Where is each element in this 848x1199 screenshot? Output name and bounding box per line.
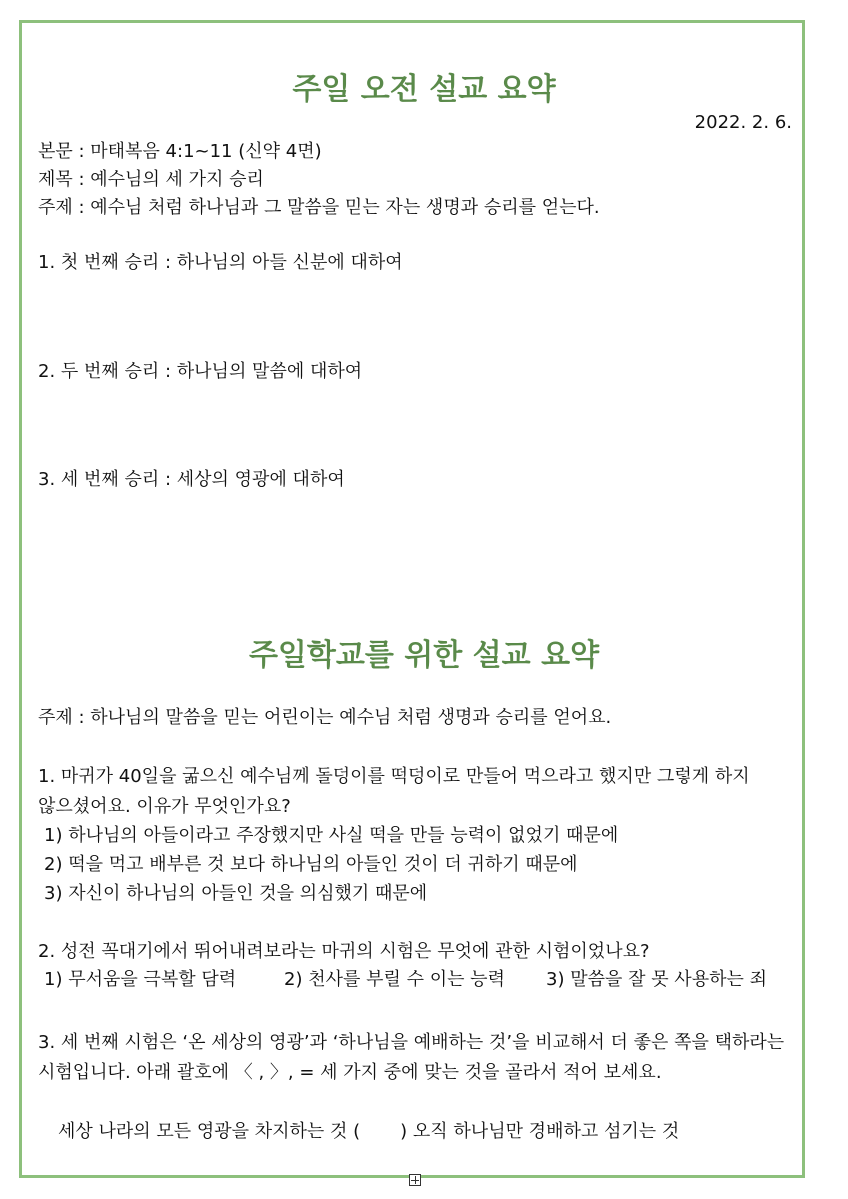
q2-option-1: 1) 무서움을 극복할 담력 xyxy=(44,969,237,990)
q2-option-2: 2) 천사를 부릴 수 이는 능력 xyxy=(284,969,505,990)
subject-line: 제목 : 예수님의 세 가지 승리 xyxy=(38,169,264,190)
sermon-title: 주일 오전 설교 요약 xyxy=(292,72,556,107)
point-2: 2. 두 번째 승리 : 하나님의 말씀에 대하여 xyxy=(38,361,363,382)
q2-option-3: 3) 말씀을 잘 못 사용하는 죄 xyxy=(546,969,767,990)
question-3: 3. 세 번째 시험은 ‘온 세상의 영광’과 ‘하나님을 예배하는 것’을 비교해서 더 좋은 쪽을 택하라는 시험입니다. 아래 괄호에 〈 , 〉, = 세 가지 중에 맞는 것을 골라서 적어 보세요. xyxy=(38,1032,785,1083)
q1-option-1: 1) 하나님의 아들이라고 주장했지만 사실 떡을 만들 능력이 없었기 때문에 xyxy=(44,825,619,846)
point-3: 3. 세 번째 승리 : 세상의 영광에 대하여 xyxy=(38,469,345,490)
comparison-line xyxy=(58,1120,679,1144)
q1-option-3: 3) 자신이 하나님의 아들인 것을 의심했기 때문에 xyxy=(44,883,428,904)
q2-options xyxy=(44,968,767,992)
comparison-right: ) 오직 하나님만 경배하고 섬기는 것 xyxy=(400,1121,680,1142)
expand-plus-icon[interactable] xyxy=(409,1174,421,1186)
question-1: 1. 마귀가 40일을 굶으신 예수님께 돌덩이를 떡덩이로 만들어 먹으라고 했지만 그렇게 하지 않으셨어요. 이유가 무엇인가요? xyxy=(38,766,750,817)
sunday-school-title: 주일학교를 위한 설교 요약 xyxy=(248,638,600,673)
point-1: 1. 첫 번째 승리 : 하나님의 아들 신분에 대하여 xyxy=(38,252,403,273)
sunday-school-theme: 주제 : 하나님의 말씀을 믿는 어린이는 예수님 처럼 생명과 승리를 얻어요. xyxy=(38,707,612,728)
scripture-line: 본문 : 마태복음 4:1~11 (신약 4면) xyxy=(38,141,322,162)
sermon-date: 2022. 2. 6. xyxy=(694,112,792,133)
page-border xyxy=(19,20,805,1178)
question-2: 2. 성전 꼭대기에서 뛰어내려보라는 마귀의 시험은 무엇에 관한 시험이었나요? xyxy=(38,941,650,962)
q1-option-2: 2) 떡을 먹고 배부른 것 보다 하나님의 아들인 것이 더 귀하기 때문에 xyxy=(44,854,578,875)
theme-line: 주제 : 예수님 처럼 하나님과 그 말씀을 믿는 자는 생명과 승리를 얻는다. xyxy=(38,197,600,218)
comparison-left: 세상 나라의 모든 영광을 차지하는 것 ( xyxy=(58,1121,361,1142)
